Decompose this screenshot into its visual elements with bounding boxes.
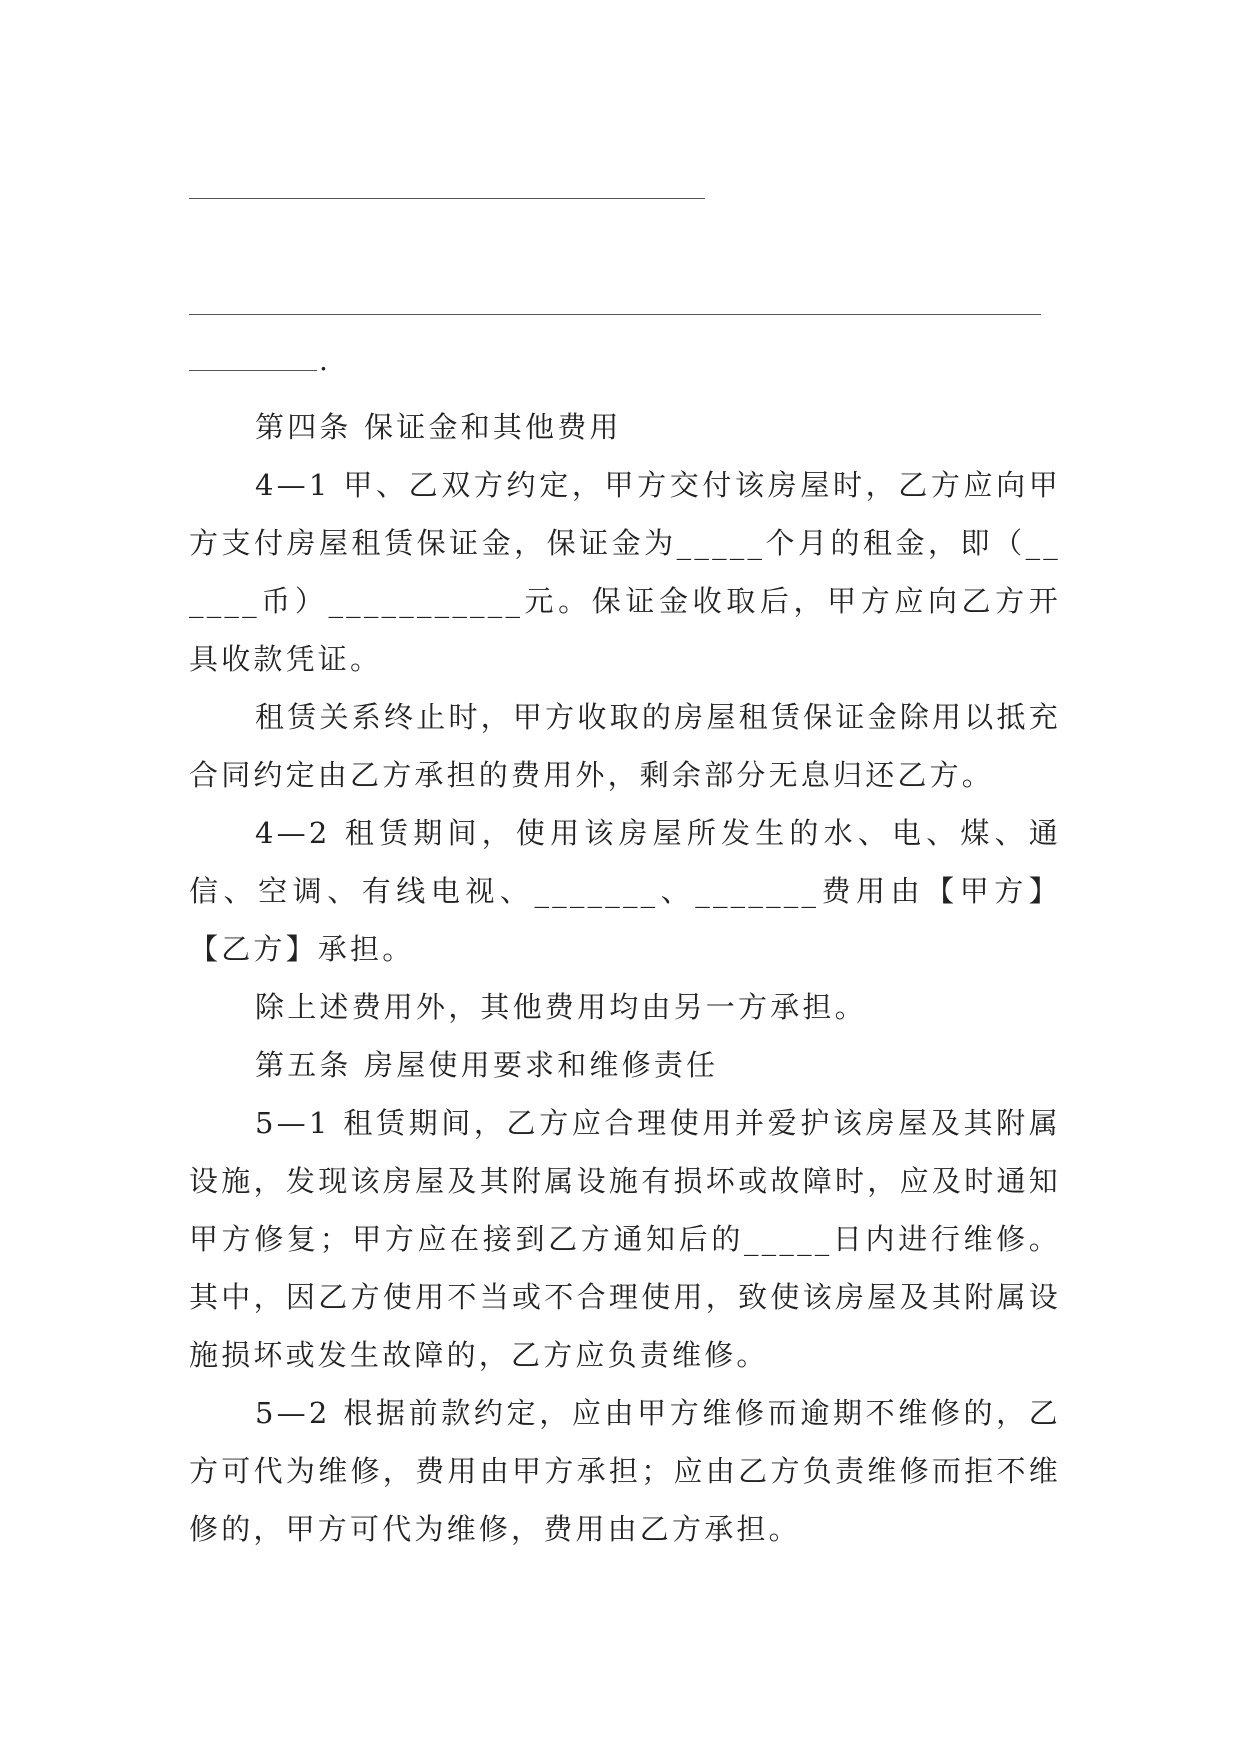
clause-4-2-other-fees: 除上述费用外，其他费用均由另一方承担。 — [255, 990, 867, 1024]
clause-5-2: 5—2 根据前款约定，应由甲方维修而逾期不维修的，乙方可代为维修，费用由甲方承担；应由乙方负责维修而拒不维修的，甲方可代为维修，费用由乙方承担。 — [189, 1396, 1061, 1546]
article-4-heading: 第四条 保证金和其他费用 — [255, 410, 622, 444]
blank-line-2 — [189, 314, 1041, 315]
blank-line-1 — [189, 198, 705, 199]
blank-line-3-rule — [189, 370, 317, 371]
article-5-heading: 第五条 房屋使用要求和维修责任 — [255, 1048, 719, 1082]
document-body — [189, 398, 1061, 1558]
clause-4-2: 4—2 租赁期间，使用该房屋所发生的水、电、煤、通信、空调、有线电视、_______、_______费用由【甲方】【乙方】承担。 — [189, 816, 1061, 966]
blank-line-3 — [189, 345, 328, 375]
clause-4-1-termination: 租赁关系终止时，甲方收取的房屋租赁保证金除用以抵充合同约定由乙方承担的费用外，剩余部分无息归还乙方。 — [189, 700, 1061, 792]
blank-line-3-period: . — [319, 344, 328, 377]
clause-5-1: 5—1 租赁期间，乙方应合理使用并爱护该房屋及其附属设施，发现该房屋及其附属设施有损坏或故障时，应及时通知甲方修复；甲方应在接到乙方通知后的_____日内进行维修。其中，因乙方使用不当或不合理使用，致使该房屋及其附属设施损坏或发生故障的，乙方应负责维修。 — [189, 1106, 1061, 1372]
clause-4-1: 4—1 甲、乙双方约定，甲方交付该房屋时，乙方应向甲方支付房屋租赁保证金，保证金为_____个月的租金，即（______币）___________元。保证金收取后，甲方应向乙方开具收款凭证。 — [189, 468, 1061, 676]
